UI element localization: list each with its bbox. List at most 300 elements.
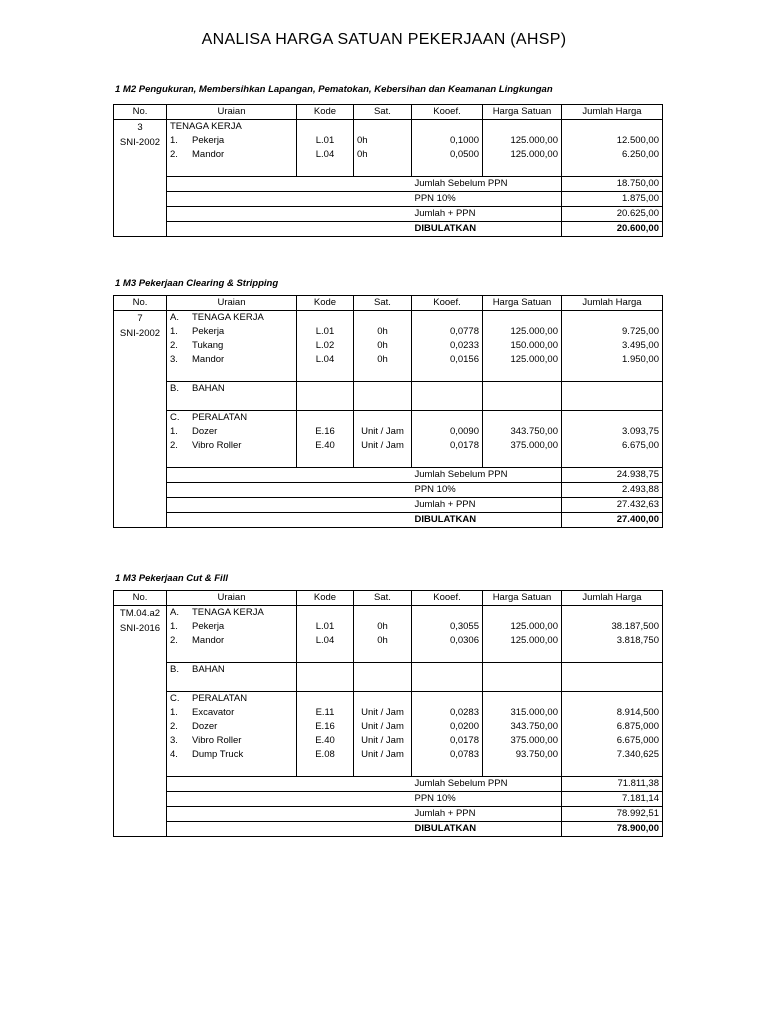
section-heading: 1 M3 Pekerjaan Clearing & Stripping bbox=[115, 278, 279, 289]
item-description: BAHAN bbox=[192, 664, 225, 675]
uraian-cell bbox=[167, 439, 297, 453]
table-row bbox=[114, 762, 663, 777]
summary-row bbox=[114, 822, 663, 837]
jumlah-cell bbox=[562, 367, 663, 382]
sat-cell: Unit / Jam bbox=[354, 425, 412, 439]
summary-row bbox=[114, 222, 663, 237]
item-description: Dozer bbox=[192, 426, 218, 437]
koef-cell bbox=[412, 606, 483, 621]
item-index: B. bbox=[170, 664, 179, 675]
koef-cell bbox=[412, 162, 483, 177]
jumlah-cell bbox=[562, 663, 663, 678]
koef-cell bbox=[412, 762, 483, 777]
harga-cell bbox=[483, 663, 562, 678]
table-row bbox=[114, 411, 663, 426]
summary-label: PPN 10% bbox=[412, 483, 562, 498]
harga-cell: 93.750,00 bbox=[483, 748, 562, 762]
uraian-cell bbox=[167, 382, 297, 397]
jumlah-cell bbox=[562, 411, 663, 426]
item-index: 1. bbox=[170, 135, 178, 146]
item-index: 2. bbox=[170, 721, 178, 732]
table-row bbox=[114, 325, 663, 339]
sat-cell: 0h bbox=[354, 634, 412, 648]
koef-cell bbox=[412, 648, 483, 663]
summary-row bbox=[114, 483, 663, 498]
item-index: 3. bbox=[170, 354, 178, 365]
summary-label: Jumlah + PPN bbox=[412, 807, 562, 822]
kode-cell: L.01 bbox=[297, 620, 354, 634]
uraian-cell bbox=[167, 706, 297, 720]
summary-value: 7.181,14 bbox=[562, 792, 663, 807]
harga-cell bbox=[483, 311, 562, 326]
koef-cell: 0,0306 bbox=[412, 634, 483, 648]
uraian-cell bbox=[167, 748, 297, 762]
kode-cell bbox=[297, 120, 354, 135]
column-header: Sat. bbox=[354, 591, 412, 606]
summary-label: Jumlah + PPN bbox=[412, 207, 562, 222]
sat-cell: 0h bbox=[354, 134, 412, 148]
column-header: Kode bbox=[297, 591, 354, 606]
column-header: Jumlah Harga bbox=[562, 591, 663, 606]
uraian-cell bbox=[167, 162, 297, 177]
kode-cell: E.11 bbox=[297, 706, 354, 720]
harga-cell bbox=[483, 120, 562, 135]
jumlah-cell: 3.818,750 bbox=[562, 634, 663, 648]
column-header: No. bbox=[114, 105, 167, 120]
kode-cell bbox=[297, 677, 354, 692]
jumlah-cell bbox=[562, 453, 663, 468]
item-number-line: 7 bbox=[137, 313, 143, 324]
item-index: C. bbox=[170, 693, 180, 704]
sat-cell: Unit / Jam bbox=[354, 439, 412, 453]
koef-cell: 0,0178 bbox=[412, 439, 483, 453]
jumlah-cell: 8.914,500 bbox=[562, 706, 663, 720]
table-row bbox=[114, 120, 663, 135]
summary-value: 1.875,00 bbox=[562, 192, 663, 207]
koef-cell bbox=[412, 120, 483, 135]
koef-cell: 0,0778 bbox=[412, 325, 483, 339]
table-row bbox=[114, 677, 663, 692]
sat-cell bbox=[354, 663, 412, 678]
jumlah-cell bbox=[562, 606, 663, 621]
kode-cell bbox=[297, 162, 354, 177]
summary-row bbox=[114, 498, 663, 513]
kode-cell: E.40 bbox=[297, 439, 354, 453]
table-row bbox=[114, 339, 663, 353]
harga-cell: 125.000,00 bbox=[483, 353, 562, 367]
harga-cell bbox=[483, 411, 562, 426]
item-description: Dozer bbox=[192, 721, 218, 732]
column-header: Kode bbox=[297, 105, 354, 120]
ahsp-table bbox=[113, 590, 663, 837]
table-row bbox=[114, 606, 663, 621]
summary-value: 2.493,88 bbox=[562, 483, 663, 498]
harga-cell: 343.750,00 bbox=[483, 720, 562, 734]
item-description: Dump Truck bbox=[192, 749, 244, 760]
jumlah-cell: 3.495,00 bbox=[562, 339, 663, 353]
koef-cell bbox=[412, 453, 483, 468]
item-description: Vibro Roller bbox=[192, 440, 242, 451]
summary-label: Jumlah Sebelum PPN bbox=[412, 468, 562, 483]
harga-cell: 150.000,00 bbox=[483, 339, 562, 353]
harga-cell bbox=[483, 382, 562, 397]
section-heading: 1 M2 Pengukuran, Membersihkan Lapangan, Pematokan, Kebersihan dan Keamanan Lingkungan bbox=[115, 84, 553, 95]
summary-spacer bbox=[167, 207, 412, 222]
item-description: TENAGA KERJA bbox=[192, 607, 264, 618]
jumlah-cell bbox=[562, 648, 663, 663]
jumlah-cell bbox=[562, 311, 663, 326]
item-description: PERALATAN bbox=[192, 412, 248, 423]
summary-value: 27.400,00 bbox=[562, 513, 663, 528]
summary-value: 24.938,75 bbox=[562, 468, 663, 483]
item-index: A. bbox=[170, 312, 179, 323]
item-index: 2. bbox=[170, 340, 178, 351]
sat-cell bbox=[354, 162, 412, 177]
column-header: Uraian bbox=[167, 591, 297, 606]
summary-row bbox=[114, 513, 663, 528]
koef-cell bbox=[412, 663, 483, 678]
kode-cell: E.40 bbox=[297, 734, 354, 748]
koef-cell bbox=[412, 677, 483, 692]
sat-cell: Unit / Jam bbox=[354, 720, 412, 734]
summary-label: PPN 10% bbox=[412, 192, 562, 207]
koef-cell: 0,0156 bbox=[412, 353, 483, 367]
summary-row bbox=[114, 468, 663, 483]
item-description: Pekerja bbox=[192, 326, 225, 337]
koef-cell bbox=[412, 396, 483, 411]
summary-row bbox=[114, 777, 663, 792]
ahsp-table bbox=[113, 104, 663, 237]
koef-cell bbox=[412, 367, 483, 382]
harga-cell: 375.000,00 bbox=[483, 734, 562, 748]
summary-spacer bbox=[167, 192, 412, 207]
summary-label: PPN 10% bbox=[412, 792, 562, 807]
jumlah-cell: 7.340,625 bbox=[562, 748, 663, 762]
jumlah-cell: 1.950,00 bbox=[562, 353, 663, 367]
harga-cell: 375.000,00 bbox=[483, 439, 562, 453]
item-description: Pekerja bbox=[192, 135, 225, 146]
kode-cell bbox=[297, 648, 354, 663]
item-index: C. bbox=[170, 412, 180, 423]
jumlah-cell bbox=[562, 382, 663, 397]
table-header-row bbox=[114, 296, 663, 311]
item-index: 3. bbox=[170, 735, 178, 746]
harga-cell: 125.000,00 bbox=[483, 148, 562, 162]
item-index: 2. bbox=[170, 635, 178, 646]
jumlah-cell: 6.675,00 bbox=[562, 439, 663, 453]
column-header: No. bbox=[114, 296, 167, 311]
harga-cell bbox=[483, 692, 562, 707]
item-index: 2. bbox=[170, 440, 178, 451]
uraian-cell bbox=[167, 120, 297, 135]
column-header: Jumlah Harga bbox=[562, 296, 663, 311]
harga-cell bbox=[483, 648, 562, 663]
summary-spacer bbox=[167, 468, 412, 483]
sat-cell bbox=[354, 606, 412, 621]
koef-cell: 0,1000 bbox=[412, 134, 483, 148]
item-index: B. bbox=[170, 383, 179, 394]
summary-row bbox=[114, 192, 663, 207]
summary-label: DIBULATKAN bbox=[412, 822, 562, 837]
table-header-row bbox=[114, 591, 663, 606]
item-description: Excavator bbox=[192, 707, 235, 718]
koef-cell bbox=[412, 411, 483, 426]
summary-value: 71.811,38 bbox=[562, 777, 663, 792]
item-number-line: SNI-2016 bbox=[119, 623, 161, 634]
table-row bbox=[114, 396, 663, 411]
sat-cell bbox=[354, 311, 412, 326]
sat-cell: Unit / Jam bbox=[354, 706, 412, 720]
column-header: Sat. bbox=[354, 105, 412, 120]
uraian-cell bbox=[167, 396, 297, 411]
sat-cell bbox=[354, 382, 412, 397]
harga-cell: 125.000,00 bbox=[483, 634, 562, 648]
summary-spacer bbox=[167, 513, 412, 528]
kode-cell bbox=[297, 367, 354, 382]
table-row bbox=[114, 748, 663, 762]
jumlah-cell: 6.250,00 bbox=[562, 148, 663, 162]
table-row bbox=[114, 367, 663, 382]
summary-value: 20.625,00 bbox=[562, 207, 663, 222]
item-index: 4. bbox=[170, 749, 178, 760]
uraian-cell bbox=[167, 720, 297, 734]
harga-cell bbox=[483, 606, 562, 621]
summary-spacer bbox=[167, 807, 412, 822]
summary-label: Jumlah + PPN bbox=[412, 498, 562, 513]
summary-spacer bbox=[167, 822, 412, 837]
uraian-cell bbox=[167, 692, 297, 707]
item-index: 1. bbox=[170, 426, 178, 437]
uraian-cell bbox=[167, 148, 297, 162]
column-header: Kooef. bbox=[412, 105, 483, 120]
table-row bbox=[114, 162, 663, 177]
sat-cell: Unit / Jam bbox=[354, 734, 412, 748]
table-row bbox=[114, 453, 663, 468]
jumlah-cell: 3.093,75 bbox=[562, 425, 663, 439]
column-header: Jumlah Harga bbox=[562, 105, 663, 120]
sat-cell bbox=[354, 367, 412, 382]
table-row bbox=[114, 663, 663, 678]
item-description: TENAGA KERJA bbox=[192, 312, 264, 323]
uraian-cell bbox=[167, 677, 297, 692]
koef-cell bbox=[412, 382, 483, 397]
item-index: 1. bbox=[170, 326, 178, 337]
kode-cell bbox=[297, 606, 354, 621]
summary-value: 27.432,63 bbox=[562, 498, 663, 513]
harga-cell: 125.000,00 bbox=[483, 134, 562, 148]
summary-label: Jumlah Sebelum PPN bbox=[412, 777, 562, 792]
kode-cell bbox=[297, 411, 354, 426]
ahsp-table bbox=[113, 295, 663, 528]
uraian-cell bbox=[167, 353, 297, 367]
uraian-cell bbox=[167, 648, 297, 663]
table-row bbox=[114, 706, 663, 720]
kode-cell: L.04 bbox=[297, 148, 354, 162]
summary-value: 18.750,00 bbox=[562, 177, 663, 192]
table-row bbox=[114, 439, 663, 453]
summary-spacer bbox=[167, 483, 412, 498]
item-description: PERALATAN bbox=[192, 693, 248, 704]
item-index: 2. bbox=[170, 149, 178, 160]
harga-cell: 343.750,00 bbox=[483, 425, 562, 439]
item-number-line: SNI-2002 bbox=[119, 137, 161, 148]
item-number-line: TM.04.a2 bbox=[119, 608, 161, 619]
kode-cell bbox=[297, 453, 354, 468]
kode-cell bbox=[297, 762, 354, 777]
summary-row bbox=[114, 807, 663, 822]
item-description: Vibro Roller bbox=[192, 735, 242, 746]
table-row bbox=[114, 620, 663, 634]
table-row bbox=[114, 425, 663, 439]
koef-cell: 0,3055 bbox=[412, 620, 483, 634]
koef-cell: 0,0233 bbox=[412, 339, 483, 353]
summary-spacer bbox=[167, 498, 412, 513]
sat-cell bbox=[354, 762, 412, 777]
table-row bbox=[114, 648, 663, 663]
harga-cell: 125.000,00 bbox=[483, 325, 562, 339]
summary-label: DIBULATKAN bbox=[412, 222, 562, 237]
summary-value: 78.992,51 bbox=[562, 807, 663, 822]
harga-cell bbox=[483, 677, 562, 692]
koef-cell bbox=[412, 692, 483, 707]
jumlah-cell: 38.187,500 bbox=[562, 620, 663, 634]
column-header: Harga Satuan bbox=[483, 105, 562, 120]
jumlah-cell bbox=[562, 677, 663, 692]
item-number bbox=[114, 120, 167, 237]
kode-cell: L.04 bbox=[297, 634, 354, 648]
table-row bbox=[114, 134, 663, 148]
kode-cell bbox=[297, 396, 354, 411]
column-header: Uraian bbox=[167, 296, 297, 311]
jumlah-cell bbox=[562, 692, 663, 707]
uraian-cell bbox=[167, 620, 297, 634]
koef-cell bbox=[412, 311, 483, 326]
sat-cell: 0h bbox=[354, 620, 412, 634]
kode-cell: E.16 bbox=[297, 720, 354, 734]
summary-spacer bbox=[167, 777, 412, 792]
harga-cell: 315.000,00 bbox=[483, 706, 562, 720]
kode-cell bbox=[297, 663, 354, 678]
koef-cell: 0,0090 bbox=[412, 425, 483, 439]
harga-cell: 125.000,00 bbox=[483, 620, 562, 634]
jumlah-cell: 12.500,00 bbox=[562, 134, 663, 148]
table-row bbox=[114, 634, 663, 648]
table-row bbox=[114, 734, 663, 748]
sat-cell bbox=[354, 396, 412, 411]
item-description: Mandor bbox=[192, 149, 225, 160]
item-description: BAHAN bbox=[192, 383, 225, 394]
harga-cell bbox=[483, 453, 562, 468]
jumlah-cell bbox=[562, 120, 663, 135]
table-row bbox=[114, 148, 663, 162]
sat-cell bbox=[354, 692, 412, 707]
item-description: Mandor bbox=[192, 635, 225, 646]
summary-row bbox=[114, 177, 663, 192]
summary-value: 78.900,00 bbox=[562, 822, 663, 837]
summary-row bbox=[114, 792, 663, 807]
kode-cell: L.04 bbox=[297, 353, 354, 367]
jumlah-cell bbox=[562, 396, 663, 411]
uraian-cell bbox=[167, 762, 297, 777]
jumlah-cell: 9.725,00 bbox=[562, 325, 663, 339]
sat-cell: 0h bbox=[354, 325, 412, 339]
kode-cell: E.08 bbox=[297, 748, 354, 762]
sat-cell: 0h bbox=[354, 148, 412, 162]
table-row bbox=[114, 382, 663, 397]
kode-cell bbox=[297, 382, 354, 397]
item-description: Mandor bbox=[192, 354, 225, 365]
table-header-row bbox=[114, 105, 663, 120]
harga-cell bbox=[483, 396, 562, 411]
item-description: Pekerja bbox=[192, 621, 225, 632]
uraian-cell bbox=[167, 367, 297, 382]
column-header: Harga Satuan bbox=[483, 296, 562, 311]
jumlah-cell bbox=[562, 762, 663, 777]
uraian-cell bbox=[167, 634, 297, 648]
item-index: A. bbox=[170, 607, 179, 618]
summary-spacer bbox=[167, 222, 412, 237]
koef-cell: 0,0283 bbox=[412, 706, 483, 720]
jumlah-cell bbox=[562, 162, 663, 177]
summary-spacer bbox=[167, 792, 412, 807]
kode-cell: L.01 bbox=[297, 325, 354, 339]
summary-label: DIBULATKAN bbox=[412, 513, 562, 528]
harga-cell bbox=[483, 367, 562, 382]
uraian-cell bbox=[167, 339, 297, 353]
koef-cell: 0,0500 bbox=[412, 148, 483, 162]
table-row bbox=[114, 720, 663, 734]
summary-value: 20.600,00 bbox=[562, 222, 663, 237]
column-header: Uraian bbox=[167, 105, 297, 120]
harga-cell bbox=[483, 762, 562, 777]
table-row bbox=[114, 692, 663, 707]
item-number bbox=[114, 311, 167, 528]
kode-cell: E.16 bbox=[297, 425, 354, 439]
column-header: Kooef. bbox=[412, 296, 483, 311]
sat-cell bbox=[354, 648, 412, 663]
uraian-cell bbox=[167, 453, 297, 468]
uraian-cell bbox=[167, 311, 297, 326]
summary-row bbox=[114, 207, 663, 222]
sat-cell bbox=[354, 411, 412, 426]
item-description: TENAGA KERJA bbox=[170, 121, 242, 132]
sat-cell bbox=[354, 453, 412, 468]
jumlah-cell: 6.875,000 bbox=[562, 720, 663, 734]
table-row bbox=[114, 311, 663, 326]
sat-cell bbox=[354, 120, 412, 135]
summary-spacer bbox=[167, 177, 412, 192]
sat-cell: Unit / Jam bbox=[354, 748, 412, 762]
uraian-cell bbox=[167, 411, 297, 426]
column-header: No. bbox=[114, 591, 167, 606]
page-title: ANALISA HARGA SATUAN PEKERJAAN (AHSP) bbox=[201, 31, 567, 48]
uraian-cell bbox=[167, 134, 297, 148]
harga-cell bbox=[483, 162, 562, 177]
sat-cell: 0h bbox=[354, 339, 412, 353]
sat-cell: 0h bbox=[354, 353, 412, 367]
table-row bbox=[114, 353, 663, 367]
item-index: 1. bbox=[170, 621, 178, 632]
uraian-cell bbox=[167, 425, 297, 439]
kode-cell: L.01 bbox=[297, 134, 354, 148]
section-heading: 1 M3 Pekerjaan Cut & Fill bbox=[115, 573, 228, 584]
kode-cell: L.02 bbox=[297, 339, 354, 353]
uraian-cell bbox=[167, 663, 297, 678]
item-description: Tukang bbox=[192, 340, 224, 351]
item-number bbox=[114, 606, 167, 837]
koef-cell: 0,0783 bbox=[412, 748, 483, 762]
sat-cell bbox=[354, 677, 412, 692]
